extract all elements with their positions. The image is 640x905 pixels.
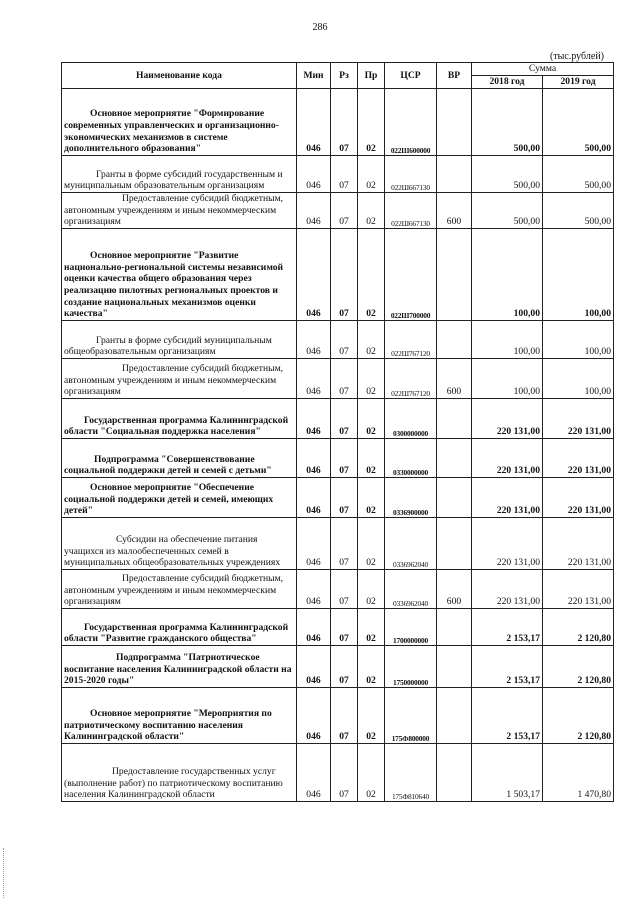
- row-csr: 022Ш700000: [385, 229, 437, 321]
- row-vr: [437, 321, 472, 359]
- row-pr: 02: [358, 359, 385, 399]
- row-vr: [437, 688, 472, 744]
- row-rz: 07: [331, 609, 358, 646]
- row-rz: 07: [331, 518, 358, 570]
- scan-margin-marks: [3, 848, 6, 898]
- row-name: Предоставление государственных услуг (выполнение работ) по патриотическому воспитанию населения Калининградской области: [62, 744, 297, 802]
- row-csr: 022Ш767120: [385, 359, 437, 399]
- row-pr: 02: [358, 156, 385, 193]
- row-name: Основное мероприятие "Обеспечение социальной поддержки детей и семей, имеющих детей": [62, 478, 297, 518]
- row-vr: [437, 229, 472, 321]
- row-min: 046: [297, 89, 331, 156]
- row-2018: 1 503,17: [472, 744, 543, 802]
- page-number: 286: [312, 22, 328, 33]
- table-header: [62, 63, 614, 89]
- row-vr: 600: [437, 570, 472, 609]
- row-min: 046: [297, 321, 331, 359]
- table-row: [62, 570, 614, 609]
- row-2018: 100,00: [472, 321, 543, 359]
- row-csr: 0336962040: [385, 518, 437, 570]
- row-vr: 600: [437, 193, 472, 229]
- table-row: [62, 518, 614, 570]
- row-min: 046: [297, 646, 331, 688]
- row-name: Предоставление субсидий бюджетным, автономным учреждениям и иным некоммерческим организациям: [62, 193, 297, 229]
- row-vr: [437, 399, 472, 439]
- row-min: 046: [297, 744, 331, 802]
- table-row: [62, 609, 614, 646]
- header-2019: 2019 год: [543, 76, 614, 89]
- row-csr: 0336962040: [385, 570, 437, 609]
- row-2019: 220 131,00: [543, 399, 614, 439]
- row-2019: 220 131,00: [543, 570, 614, 609]
- table-row: [62, 646, 614, 688]
- header-name: Наименование кода: [62, 63, 297, 89]
- row-min: 046: [297, 193, 331, 229]
- row-csr: 0300000000: [385, 399, 437, 439]
- table-row: [62, 229, 614, 321]
- row-2018: 220 131,00: [472, 399, 543, 439]
- row-rz: 07: [331, 570, 358, 609]
- row-2019: 500,00: [543, 193, 614, 229]
- table-row: [62, 193, 614, 229]
- row-min: 046: [297, 570, 331, 609]
- row-2019: 100,00: [543, 229, 614, 321]
- row-2018: 220 131,00: [472, 439, 543, 478]
- row-2019: 220 131,00: [543, 518, 614, 570]
- row-vr: [437, 439, 472, 478]
- row-name: Гранты в форме субсидий государственным и муниципальным образовательным организациям: [62, 156, 297, 193]
- row-pr: 02: [358, 518, 385, 570]
- row-2018: 500,00: [472, 89, 543, 156]
- row-csr: 022Ш600000: [385, 89, 437, 156]
- row-rz: 07: [331, 688, 358, 744]
- header-vr: ВР: [437, 63, 472, 89]
- row-name: Подпрограмма "Совершенствование социальной поддержки детей и семей с детьми": [62, 439, 297, 478]
- row-rz: 07: [331, 744, 358, 802]
- row-name: Субсидии на обеспечение питания учащихся из малообеспеченных семей в муниципальных общеобразовательных учреждениях: [62, 518, 297, 570]
- row-2018: 500,00: [472, 156, 543, 193]
- row-pr: 02: [358, 321, 385, 359]
- row-2018: 100,00: [472, 229, 543, 321]
- row-min: 046: [297, 156, 331, 193]
- table-row: [62, 359, 614, 399]
- row-min: 046: [297, 229, 331, 321]
- row-csr: 175Ф800000: [385, 688, 437, 744]
- row-rz: 07: [331, 439, 358, 478]
- row-vr: [437, 744, 472, 802]
- row-csr: 175Ф810640: [385, 744, 437, 802]
- row-name: Государственная программа Калининградской области "Социальная поддержка населения": [62, 399, 297, 439]
- row-name: Предоставление субсидий бюджетным, автономным учреждениям и иным некоммерческим организациям: [62, 570, 297, 609]
- row-csr: 022Ш667130: [385, 193, 437, 229]
- table-row: [62, 399, 614, 439]
- row-2018: 500,00: [472, 193, 543, 229]
- row-name: Основное мероприятие "Формирование современных управленческих и организационно-экономических механизмов в системе дополнительного образования": [62, 89, 297, 156]
- row-2019: 1 470,80: [543, 744, 614, 802]
- row-vr: [437, 609, 472, 646]
- row-2018: 2 153,17: [472, 688, 543, 744]
- row-vr: [437, 89, 472, 156]
- row-rz: 07: [331, 193, 358, 229]
- table-row: [62, 478, 614, 518]
- row-2018: 220 131,00: [472, 570, 543, 609]
- row-vr: [437, 518, 472, 570]
- table-row: [62, 688, 614, 744]
- row-2018: 2 153,17: [472, 609, 543, 646]
- unit-note: (тыс.рублей): [549, 51, 604, 62]
- row-csr: 022Ш767120: [385, 321, 437, 359]
- row-rz: 07: [331, 89, 358, 156]
- row-rz: 07: [331, 156, 358, 193]
- row-rz: 07: [331, 229, 358, 321]
- row-pr: 02: [358, 399, 385, 439]
- row-vr: 600: [437, 359, 472, 399]
- row-pr: 02: [358, 646, 385, 688]
- row-name: Основное мероприятие "Развитие национально-региональной системы независимой оценки качества общего образования через реализацию пилотных региональных проектов и создание национальных механизмов оценки качества": [62, 229, 297, 321]
- row-2018: 220 131,00: [472, 518, 543, 570]
- table-row: [62, 89, 614, 156]
- row-vr: [437, 478, 472, 518]
- row-2018: 220 131,00: [472, 478, 543, 518]
- row-pr: 02: [358, 570, 385, 609]
- row-vr: [437, 646, 472, 688]
- row-2019: 2 120,80: [543, 646, 614, 688]
- row-pr: 02: [358, 439, 385, 478]
- row-pr: 02: [358, 193, 385, 229]
- row-rz: 07: [331, 646, 358, 688]
- row-name: Государственная программа Калининградской области "Развитие гражданского общества": [62, 609, 297, 646]
- row-csr: 022Ш667130: [385, 156, 437, 193]
- row-rz: 07: [331, 359, 358, 399]
- row-2019: 220 131,00: [543, 478, 614, 518]
- table-row: [62, 156, 614, 193]
- row-min: 046: [297, 518, 331, 570]
- row-min: 046: [297, 478, 331, 518]
- row-2019: 2 120,80: [543, 688, 614, 744]
- row-csr: 1750000000: [385, 646, 437, 688]
- row-rz: 07: [331, 321, 358, 359]
- row-name: Подпрограмма "Патриотическое воспитание населения Калининградской области на 2015-2020 годы": [62, 646, 297, 688]
- budget-table: [61, 62, 614, 802]
- header-sum: Сумма: [472, 63, 614, 76]
- row-min: 046: [297, 359, 331, 399]
- row-rz: 07: [331, 399, 358, 439]
- row-2018: 100,00: [472, 359, 543, 399]
- row-name: Основное мероприятие "Мероприятия по патриотическому воспитанию населения Калининградской области": [62, 688, 297, 744]
- row-min: 046: [297, 688, 331, 744]
- header-min: Мин: [297, 63, 331, 89]
- table-row: [62, 439, 614, 478]
- header-rz: Рз: [331, 63, 358, 89]
- row-min: 046: [297, 439, 331, 478]
- row-pr: 02: [358, 609, 385, 646]
- row-2019: 500,00: [543, 89, 614, 156]
- row-pr: 02: [358, 229, 385, 321]
- row-pr: 02: [358, 89, 385, 156]
- row-2019: 100,00: [543, 321, 614, 359]
- row-csr: 0330000000: [385, 439, 437, 478]
- row-csr: 0336900000: [385, 478, 437, 518]
- row-csr: 1700000000: [385, 609, 437, 646]
- header-csr: ЦСР: [385, 63, 437, 89]
- header-pr: Пр: [358, 63, 385, 89]
- row-name: Предоставление субсидий бюджетным, автономным учреждениям и иным некоммерческим организациям: [62, 359, 297, 399]
- row-pr: 02: [358, 744, 385, 802]
- table-row: [62, 321, 614, 359]
- row-2018: 2 153,17: [472, 646, 543, 688]
- row-vr: [437, 156, 472, 193]
- header-2018: 2018 год: [472, 76, 543, 89]
- row-pr: 02: [358, 688, 385, 744]
- row-2019: 220 131,00: [543, 439, 614, 478]
- row-min: 046: [297, 399, 331, 439]
- table-row: [62, 744, 614, 802]
- row-rz: 07: [331, 478, 358, 518]
- row-min: 046: [297, 609, 331, 646]
- row-2019: 2 120,80: [543, 609, 614, 646]
- row-2019: 100,00: [543, 359, 614, 399]
- row-pr: 02: [358, 478, 385, 518]
- row-name: Гранты в форме субсидий муниципальным общеобразовательным организациям: [62, 321, 297, 359]
- row-2019: 500,00: [543, 156, 614, 193]
